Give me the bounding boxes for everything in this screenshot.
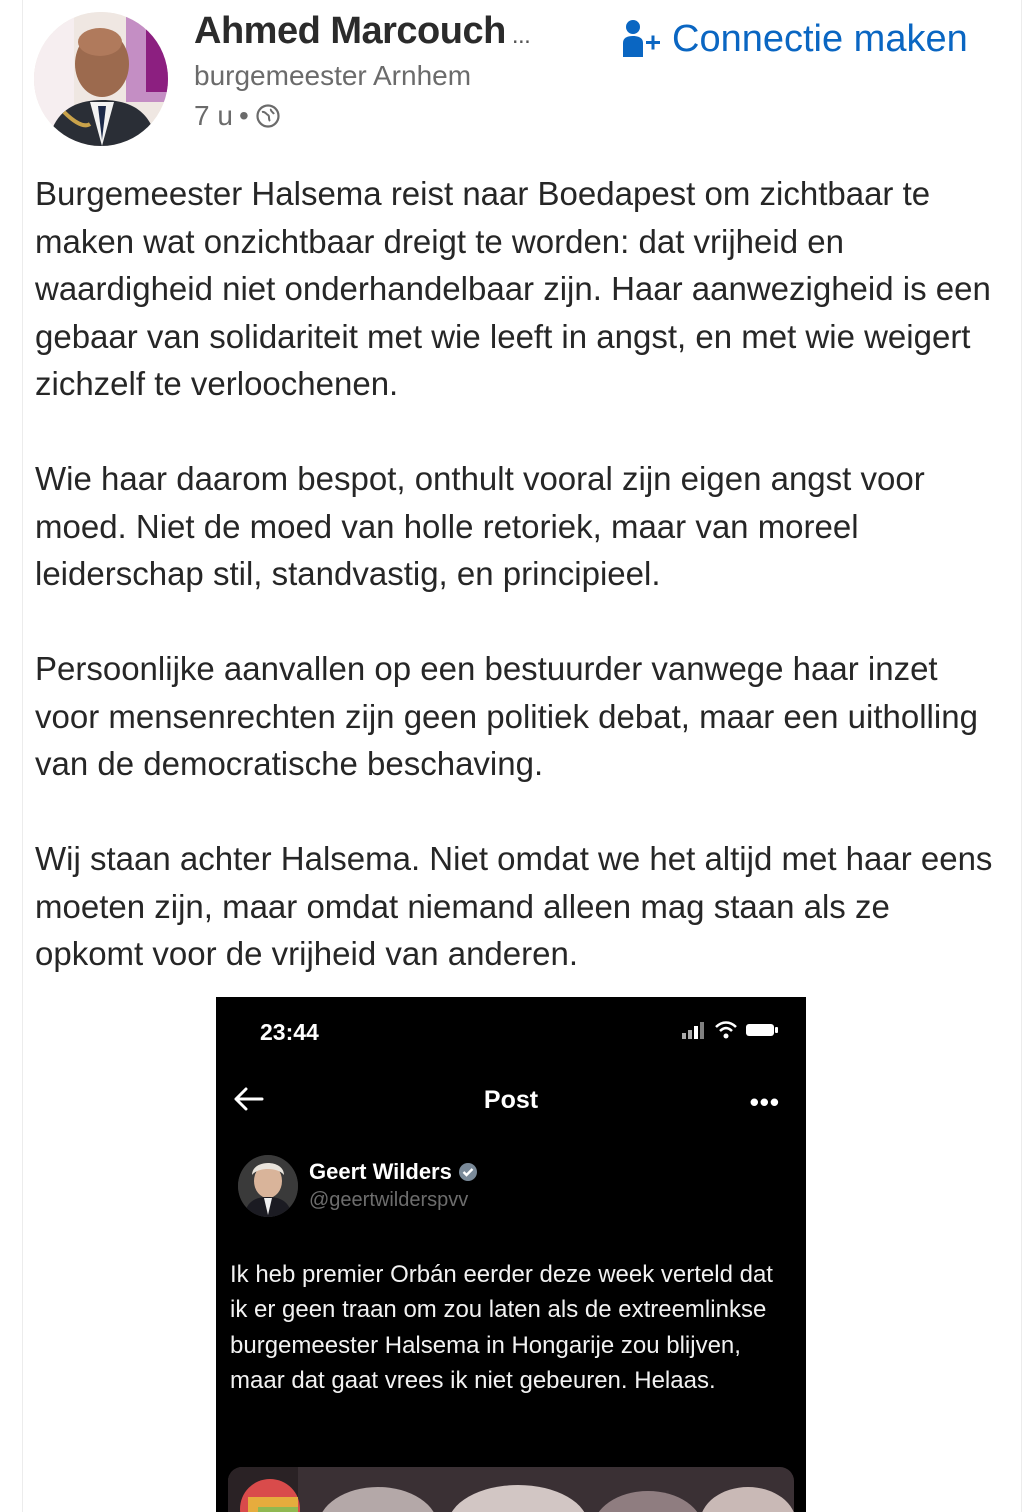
post-paragraph: Persoonlijke aanvallen op een bestuurder vanwege haar inzet voor mensenrechten zijn geen politiek debat, maar een uitholling van de democratische beschaving.	[35, 650, 978, 782]
post-paragraph: Wij staan achter Halsema. Niet omdat we het altijd met haar eens moeten zijn, maar omdat niemand alleen mag staan als ze opkomt voor de vrijheid van anderen.	[35, 840, 993, 972]
author-headline: burgemeester Arnhem	[194, 60, 472, 91]
post-meta	[194, 100, 281, 132]
tweet-author-name-text: Geert Wilders	[309, 1159, 452, 1184]
phone-header-title: Post	[483, 1086, 539, 1114]
author-name-ellipsis: ...	[511, 22, 531, 49]
signal-icon	[682, 1021, 706, 1039]
tweet-author-name[interactable]	[309, 1159, 478, 1185]
more-options-icon[interactable]: •••	[749, 1087, 780, 1117]
tweet-media-image[interactable]	[228, 1467, 794, 1512]
add-person-icon	[620, 17, 664, 61]
post-time: 7 u	[194, 100, 233, 131]
wifi-icon	[714, 1021, 738, 1039]
connect-button[interactable]	[620, 14, 968, 64]
author-avatar[interactable]	[34, 12, 168, 146]
embedded-screenshot[interactable]	[216, 997, 806, 1512]
meta-separator: •	[238, 100, 249, 131]
card-border-left	[22, 0, 23, 1512]
card-border-right	[1021, 0, 1022, 1512]
tweet-text: Ik heb premier Orbán eerder deze week verteld dat ik er geen traan om zou laten als de extreemlinkse burgemeester Halsema in Hongarije zou blijven, maar dat gaat vrees ik niet gebeuren. Helaas.	[230, 1261, 773, 1394]
verified-badge-icon	[458, 1162, 478, 1182]
globe-icon	[255, 103, 281, 129]
connect-button-label: Connectie maken	[672, 17, 968, 60]
post-paragraph: Burgemeester Halsema reist naar Boedapest om zichtbaar te maken wat onzichtbaar dreigt te worden: dat vrijheid en waardigheid niet onderhandelbaar zijn. Haar aanwezigheid is een gebaar van solidariteit met wie leeft in angst, en met wie weigert zichzelf te verloochenen.	[35, 175, 991, 402]
post-body	[35, 170, 1005, 1025]
post-paragraph: Wie haar daarom bespot, onthult vooral zijn eigen angst voor moed. Niet de moed van holle retoriek, maar van moreel leiderschap stil, standvastig, en principieel.	[35, 460, 925, 592]
battery-icon	[746, 1022, 778, 1038]
author-name-text[interactable]: Ahmed Marcouch	[194, 10, 506, 52]
tweet-author-handle: @geertwilderspvv	[309, 1189, 469, 1211]
author-name[interactable]	[194, 10, 530, 53]
phone-status-time: 23:44	[260, 1019, 319, 1045]
phone-status-icons	[682, 1021, 778, 1039]
tweet-author-avatar[interactable]	[238, 1155, 298, 1217]
